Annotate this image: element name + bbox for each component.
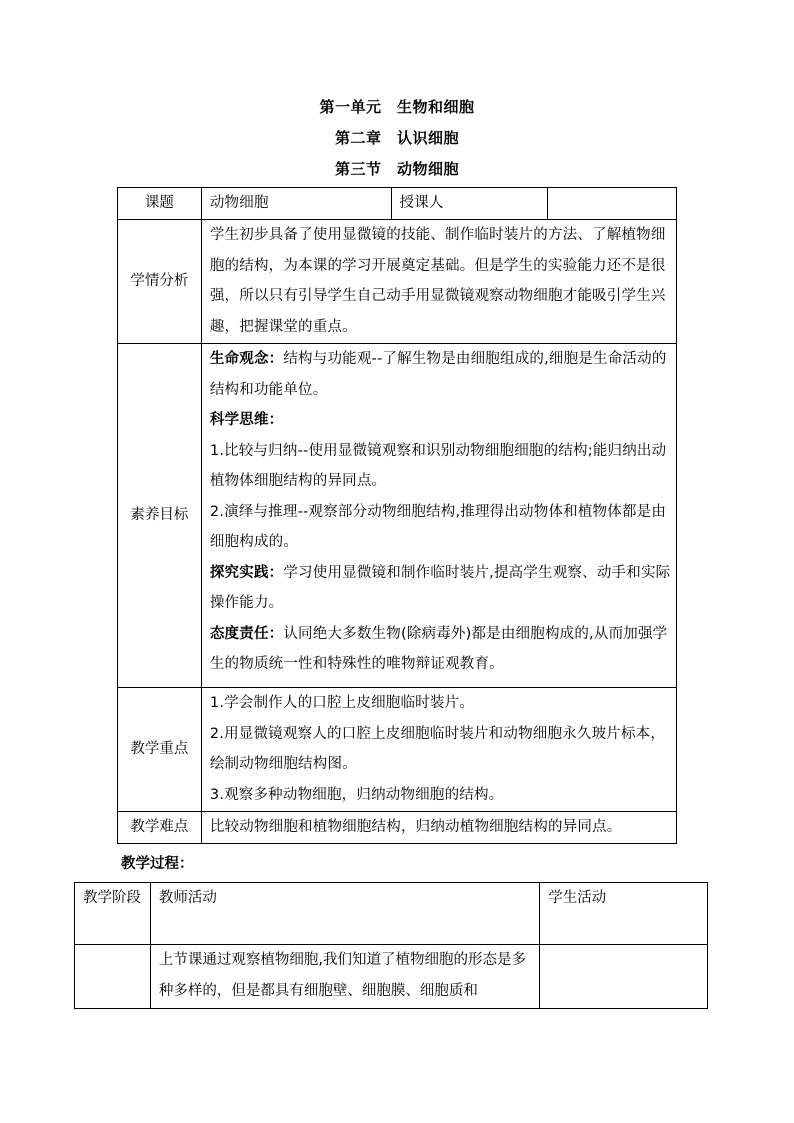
goal-life xyxy=(210,344,672,405)
row1-student xyxy=(540,945,708,1009)
goal-practice-title: 探究实践： xyxy=(209,564,284,581)
goal-science-item2: 2.演绎与推理--观察部分动物细胞结构,推理得出动物体和植物体都是由细胞构成的。 xyxy=(209,503,667,550)
topic-value: 动物细胞 xyxy=(201,188,391,220)
teacher-label: 授课人 xyxy=(391,188,548,220)
key-point-3: 3.观察多种动物细胞，归纳动物细胞的结构。 xyxy=(209,786,504,803)
section-heading: 第三节 动物细胞 xyxy=(334,160,459,178)
key-points-cell xyxy=(201,688,676,812)
col-stage-header: 教学阶段 xyxy=(75,883,151,945)
goal-attitude-text: 认同绝大多数生物(除病毒外)都是由细胞构成的,从而加强学生的物质统一性和特殊性的唯物辩证观教育。 xyxy=(209,625,668,672)
topic-label: 课题 xyxy=(118,188,202,220)
difficult-text: 比较动物细胞和植物细胞结构，归纳动植物细胞结构的异同点。 xyxy=(201,812,676,844)
goal-science-title: 科学思维： xyxy=(209,412,284,428)
goal-life-text: 结构与功能观--了解生物是由细胞组成的,细胞是生命活动的结构和功能单位。 xyxy=(209,351,667,398)
row1-stage xyxy=(75,945,151,1009)
key-label: 教学重点 xyxy=(118,688,202,812)
col-student-header: 学生活动 xyxy=(540,883,708,945)
goal-practice xyxy=(210,558,672,619)
goal-life-title: 生命观念： xyxy=(209,351,284,367)
teacher-value xyxy=(548,188,677,220)
row1-teacher: 上节课通过观察植物细胞,我们知道了植物细胞的形态是多种多样的，但是都具有细胞壁、细胞膜、细胞质和 xyxy=(150,945,539,1009)
analysis-text: 学生初步具备了使用显微镜的技能、制作临时装片的方法、了解植物细胞的结构，为本课的学习开展奠定基础。但是学生的实验能力还不是很强，所以只有引导学生自己动手用显微镜观察动物细胞才能吸引学生兴趣，把握课堂的重点。 xyxy=(201,220,676,344)
process-title: 教学过程： xyxy=(121,856,194,872)
goal-attitude xyxy=(210,619,672,680)
col-teacher-header: 教师活动 xyxy=(150,883,539,945)
unit-heading: 第一单元 生物和细胞 xyxy=(319,98,475,116)
key-point-2: 2.用显微镜观察人的口腔上皮细胞临时装片和动物细胞永久玻片标本，绘制动物细胞结构图。 xyxy=(209,725,666,772)
analysis-label: 学情分析 xyxy=(118,220,202,344)
goals-cell xyxy=(201,344,676,688)
goal-attitude-title: 态度责任： xyxy=(209,625,284,642)
goal-practice-text: 学习使用显微镜和制作临时装片,提高学生观察、动手和实际操作能力。 xyxy=(209,564,671,611)
chapter-heading: 第二章 认识细胞 xyxy=(334,129,459,147)
difficult-label: 教学难点 xyxy=(118,812,202,844)
lesson-info-table xyxy=(117,187,677,844)
process-table xyxy=(74,882,708,1009)
goals-label: 素养目标 xyxy=(118,344,202,688)
key-point-1: 1.学会制作人的口腔上皮细胞临时装片。 xyxy=(209,695,474,711)
goal-science-item1: 1.比较与归纳--使用显微镜观察和识别动物细胞细胞的结构;能归纳出动植物体细胞结构的异同点。 xyxy=(209,442,667,489)
